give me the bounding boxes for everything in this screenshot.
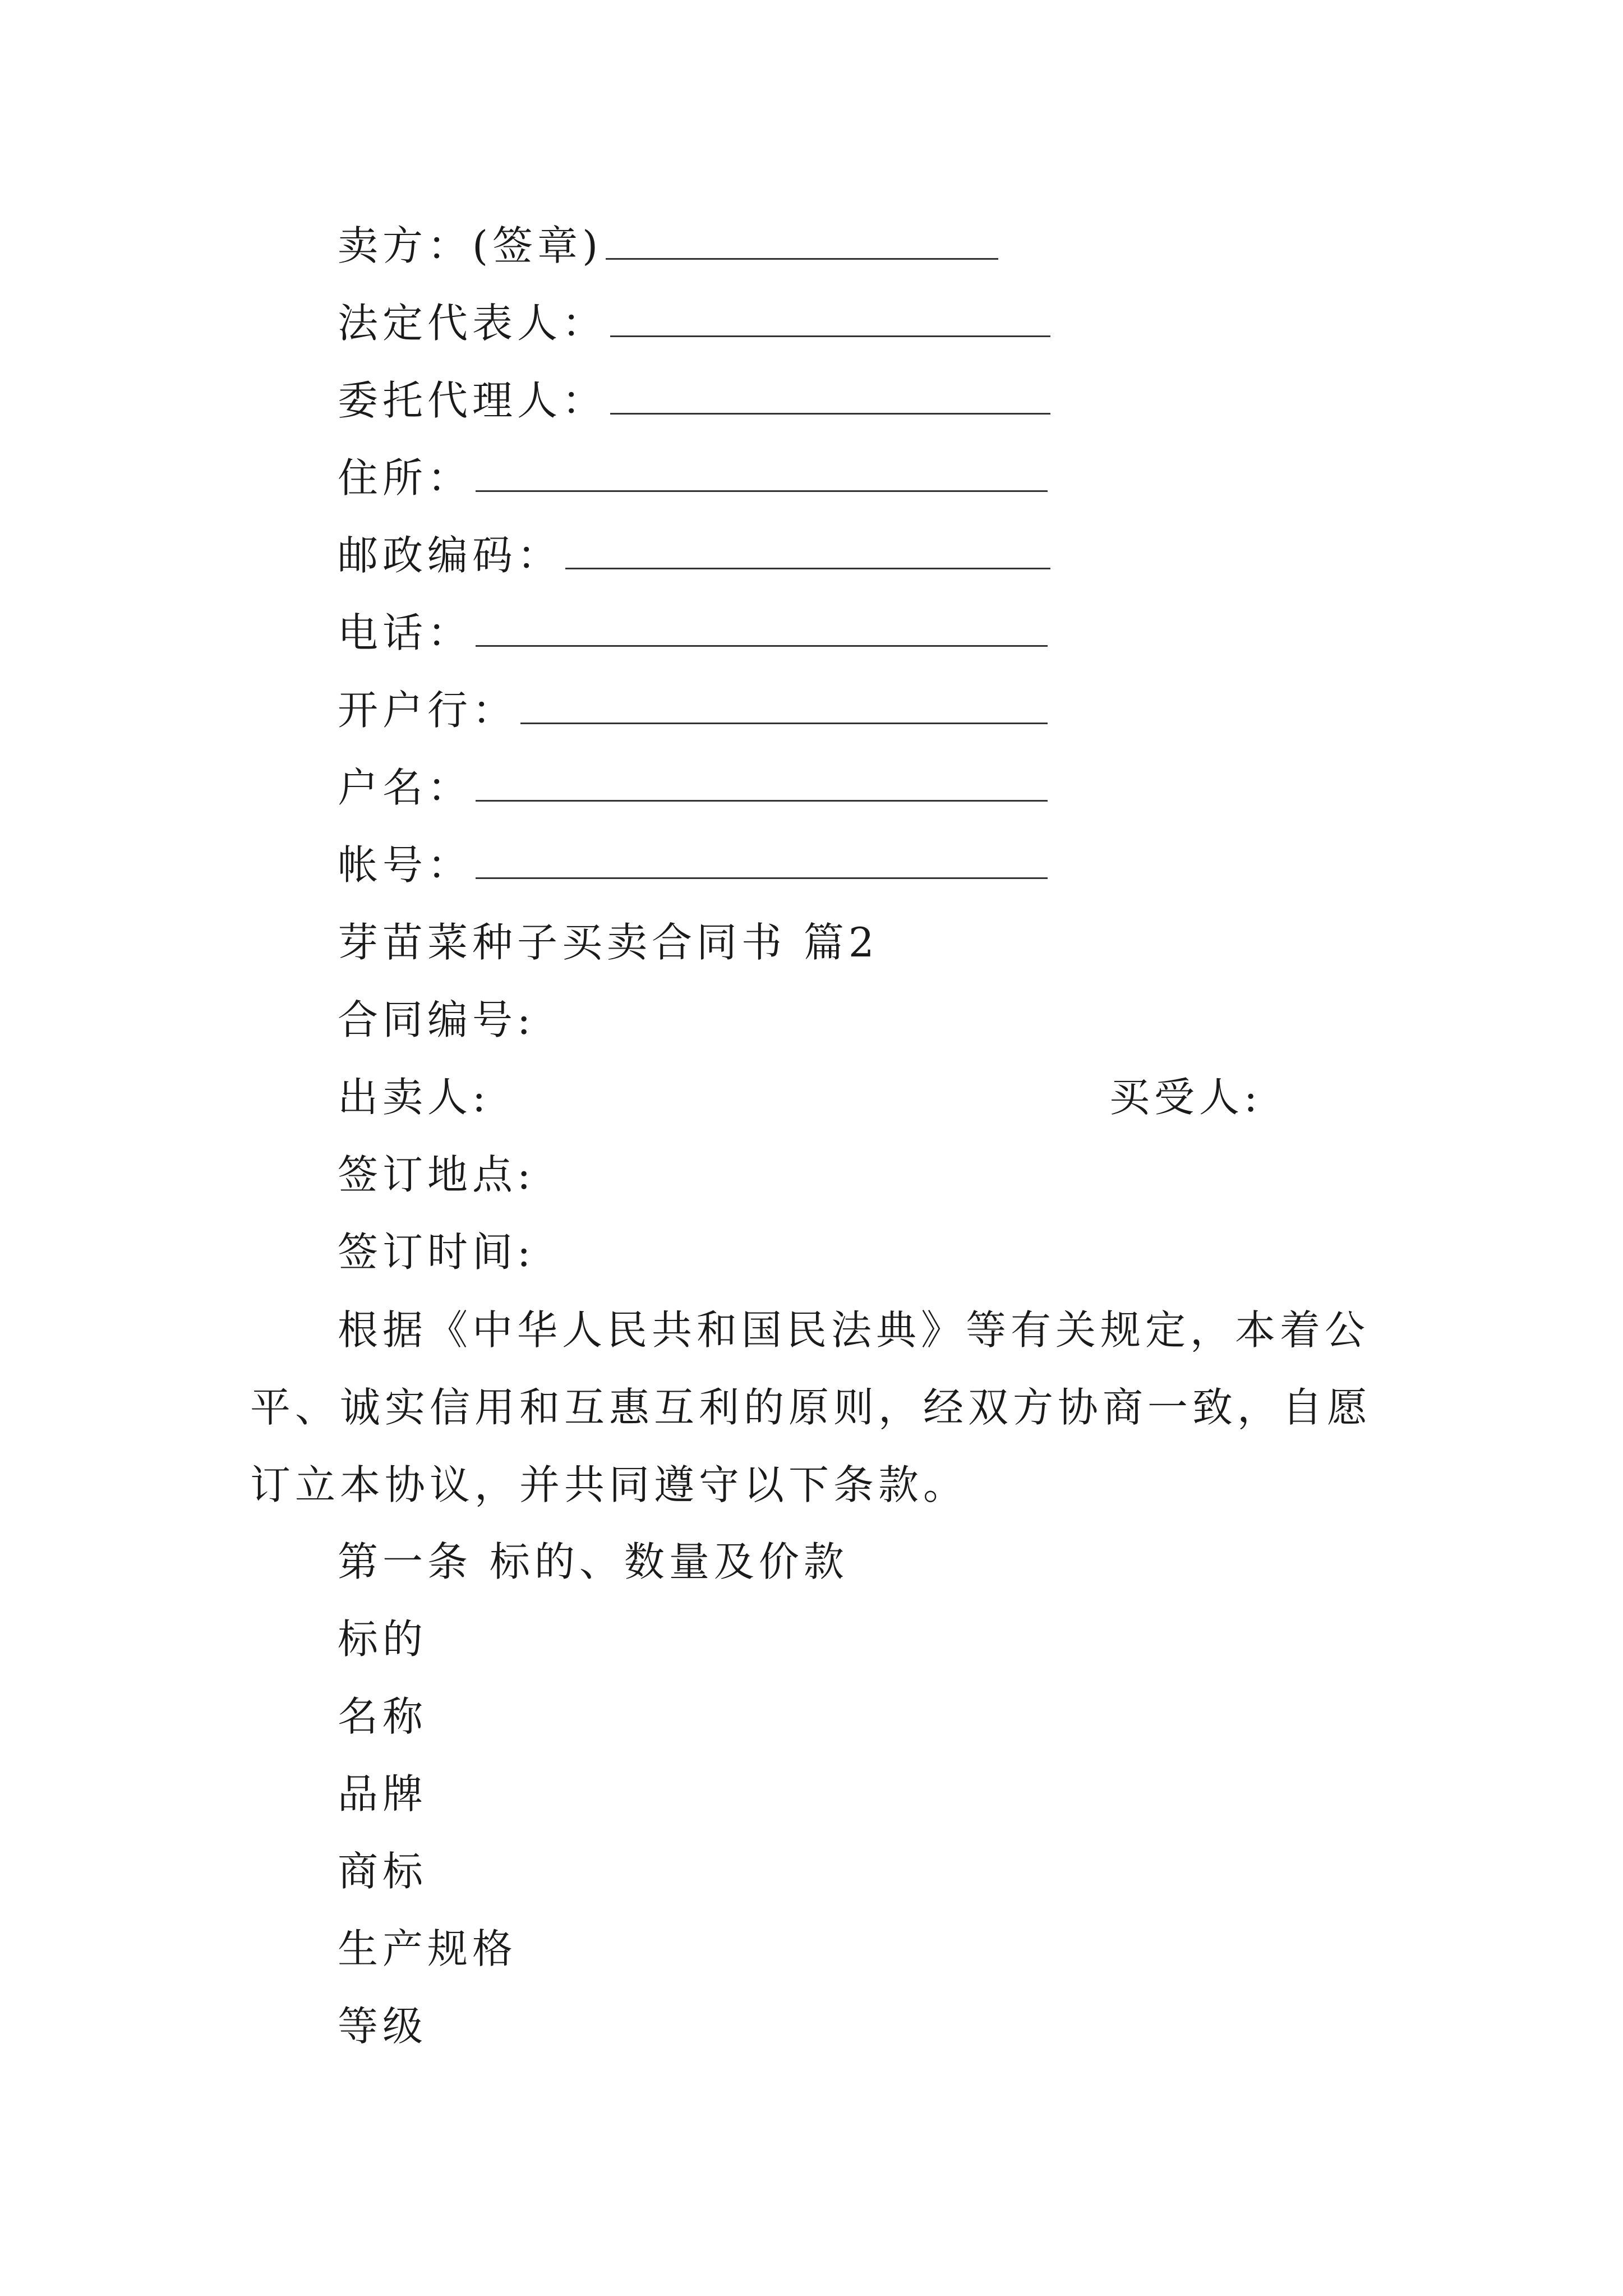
seller-signature-blank[interactable]: [606, 218, 998, 260]
contract-number-label: 合同编号:: [338, 996, 536, 1043]
phone-line: [338, 599, 1048, 666]
signing-place-label: 签订地点:: [338, 1151, 536, 1198]
address-line: [338, 444, 1048, 512]
postcode-line: [338, 522, 1050, 589]
item-name: 名称: [338, 1693, 428, 1740]
phone-blank[interactable]: [476, 605, 1048, 647]
legal-rep-blank[interactable]: [610, 295, 1050, 337]
legal-rep-label: 法定代表人：: [338, 300, 607, 347]
buyer-label: 买受人:: [1109, 1074, 1262, 1121]
agent-label: 委托代理人：: [338, 377, 607, 424]
item-brand: 品牌: [338, 1770, 428, 1818]
seller-signature-line: [338, 212, 998, 279]
signing-time-label: 签订时间:: [338, 1228, 536, 1276]
account-name-label: 户名：: [338, 764, 473, 811]
item-grade: 等级: [338, 2003, 428, 2050]
phone-label: 电话：: [338, 609, 473, 656]
account-no-label: 帐号：: [338, 841, 473, 889]
account-name-blank[interactable]: [476, 760, 1048, 802]
agent-line: [338, 367, 1050, 434]
seller-signature-label: 卖方：(签章): [338, 222, 603, 269]
preamble-paragraph: 根据《中华人民共和国民法典》等有关规定，本着公平、诚实信用和互惠互利的原则，经双方协商一致，自愿订立本协议，并共同遵守以下条款。: [250, 1306, 1372, 1508]
account-no-blank[interactable]: [476, 837, 1048, 879]
contract-title: 芽苗菜种子买卖合同书 篇2: [338, 919, 879, 966]
bank-blank[interactable]: [520, 682, 1048, 724]
postcode-label: 邮政编码：: [338, 532, 562, 579]
bank-line: [338, 677, 1048, 744]
agent-blank[interactable]: [610, 372, 1050, 415]
legal-rep-line: [338, 289, 1050, 357]
account-name-line: [338, 754, 1048, 821]
item-trademark: 商标: [338, 1848, 428, 1895]
article-1-heading: 第一条 标的、数量及价款: [338, 1538, 849, 1585]
item-spec: 生产规格: [338, 1925, 518, 1972]
address-blank[interactable]: [476, 450, 1048, 492]
postcode-blank[interactable]: [565, 527, 1050, 569]
item-subject: 标的: [338, 1616, 428, 1663]
address-label: 住所：: [338, 454, 473, 501]
seller-label: 出卖人:: [338, 1074, 491, 1121]
bank-label: 开户行：: [338, 687, 518, 734]
parties-line: [338, 1064, 490, 1131]
account-no-line: [338, 831, 1048, 899]
